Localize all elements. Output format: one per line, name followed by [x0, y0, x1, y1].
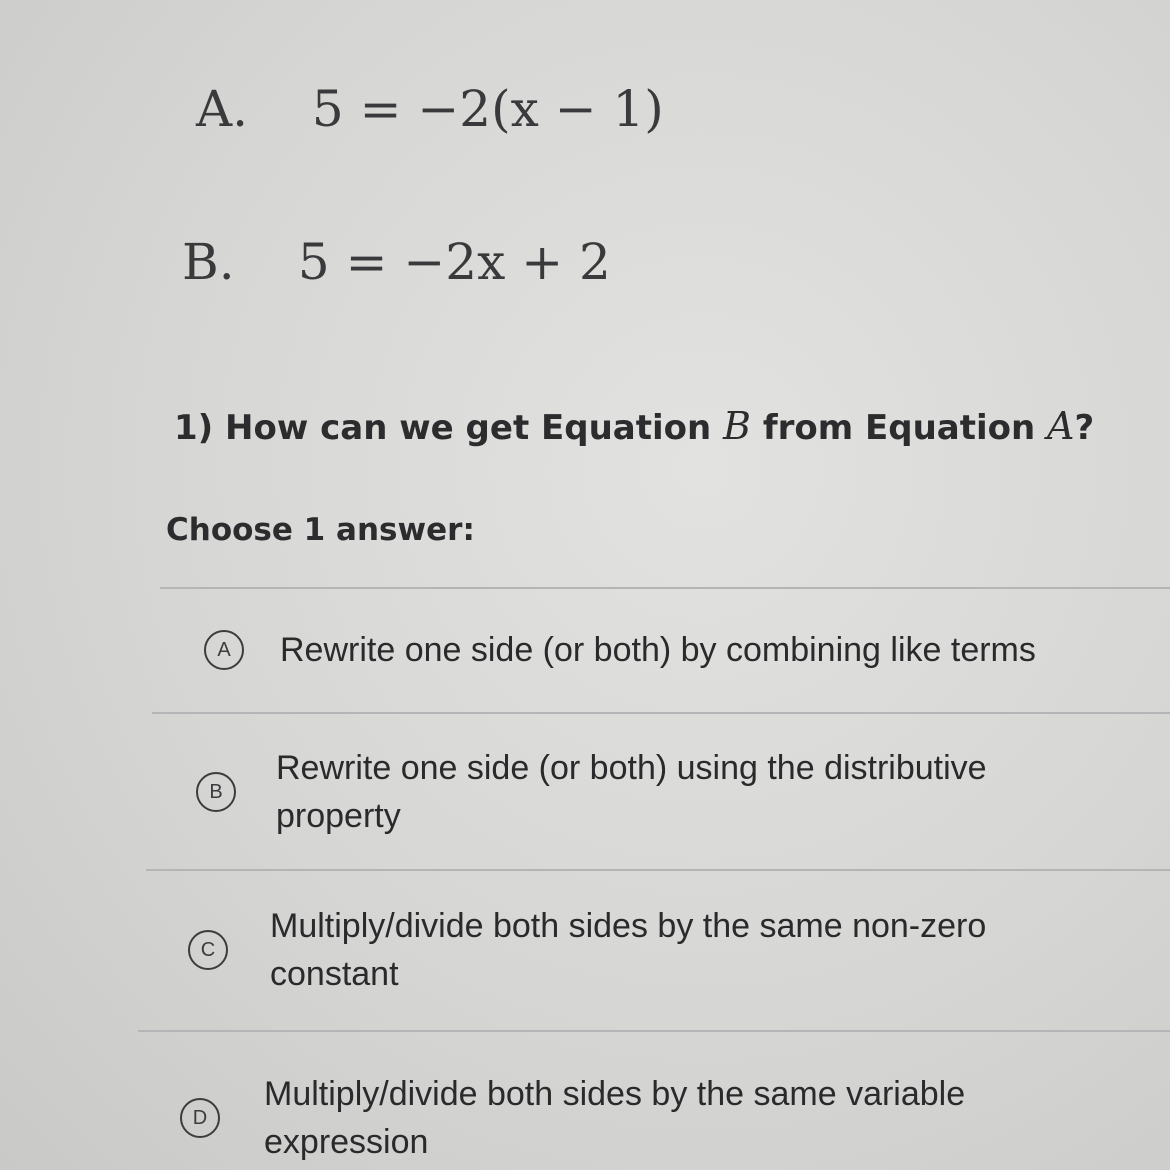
question-var-b: B [723, 404, 751, 448]
equation-b-expression: 5 = −2x + 2 [297, 233, 611, 291]
equation-b-label: B. [182, 233, 235, 291]
divider [138, 1030, 1170, 1032]
question-suffix: ? [1074, 408, 1095, 448]
option-d-text: Multiply/divide both sides by the same variable expression [264, 1075, 966, 1161]
option-d-radio[interactable]: D [180, 1098, 220, 1138]
divider [152, 712, 1170, 714]
question-prefix: 1) How can we get Equation [174, 408, 724, 448]
divider [146, 869, 1170, 871]
equation-a [196, 80, 664, 138]
option-c-text: Multiply/divide both sides by the same non-zero constant [270, 907, 987, 993]
equation-a-label: A. [196, 80, 249, 138]
divider [160, 587, 1170, 589]
choose-answer-label: Choose 1 answer: [166, 512, 475, 548]
question-var-a: A [1047, 404, 1075, 448]
equation-b [182, 233, 611, 291]
option-a-text: Rewrite one side (or both) by combining like terms [280, 631, 1036, 669]
equation-a-expression: 5 = −2(x − 1) [311, 80, 664, 138]
answer-option-a[interactable] [204, 626, 1110, 674]
question-middle: from Equation [750, 408, 1048, 448]
option-a-radio[interactable]: A [204, 630, 244, 670]
option-b-text: Rewrite one side (or both) using the distributive property [276, 749, 987, 835]
answer-option-b[interactable] [196, 744, 1106, 840]
answer-option-d[interactable] [180, 1070, 1094, 1166]
answer-option-c[interactable] [188, 902, 1100, 998]
option-c-radio[interactable]: C [188, 930, 228, 970]
option-b-radio[interactable]: B [196, 772, 236, 812]
question-text [174, 404, 1094, 448]
